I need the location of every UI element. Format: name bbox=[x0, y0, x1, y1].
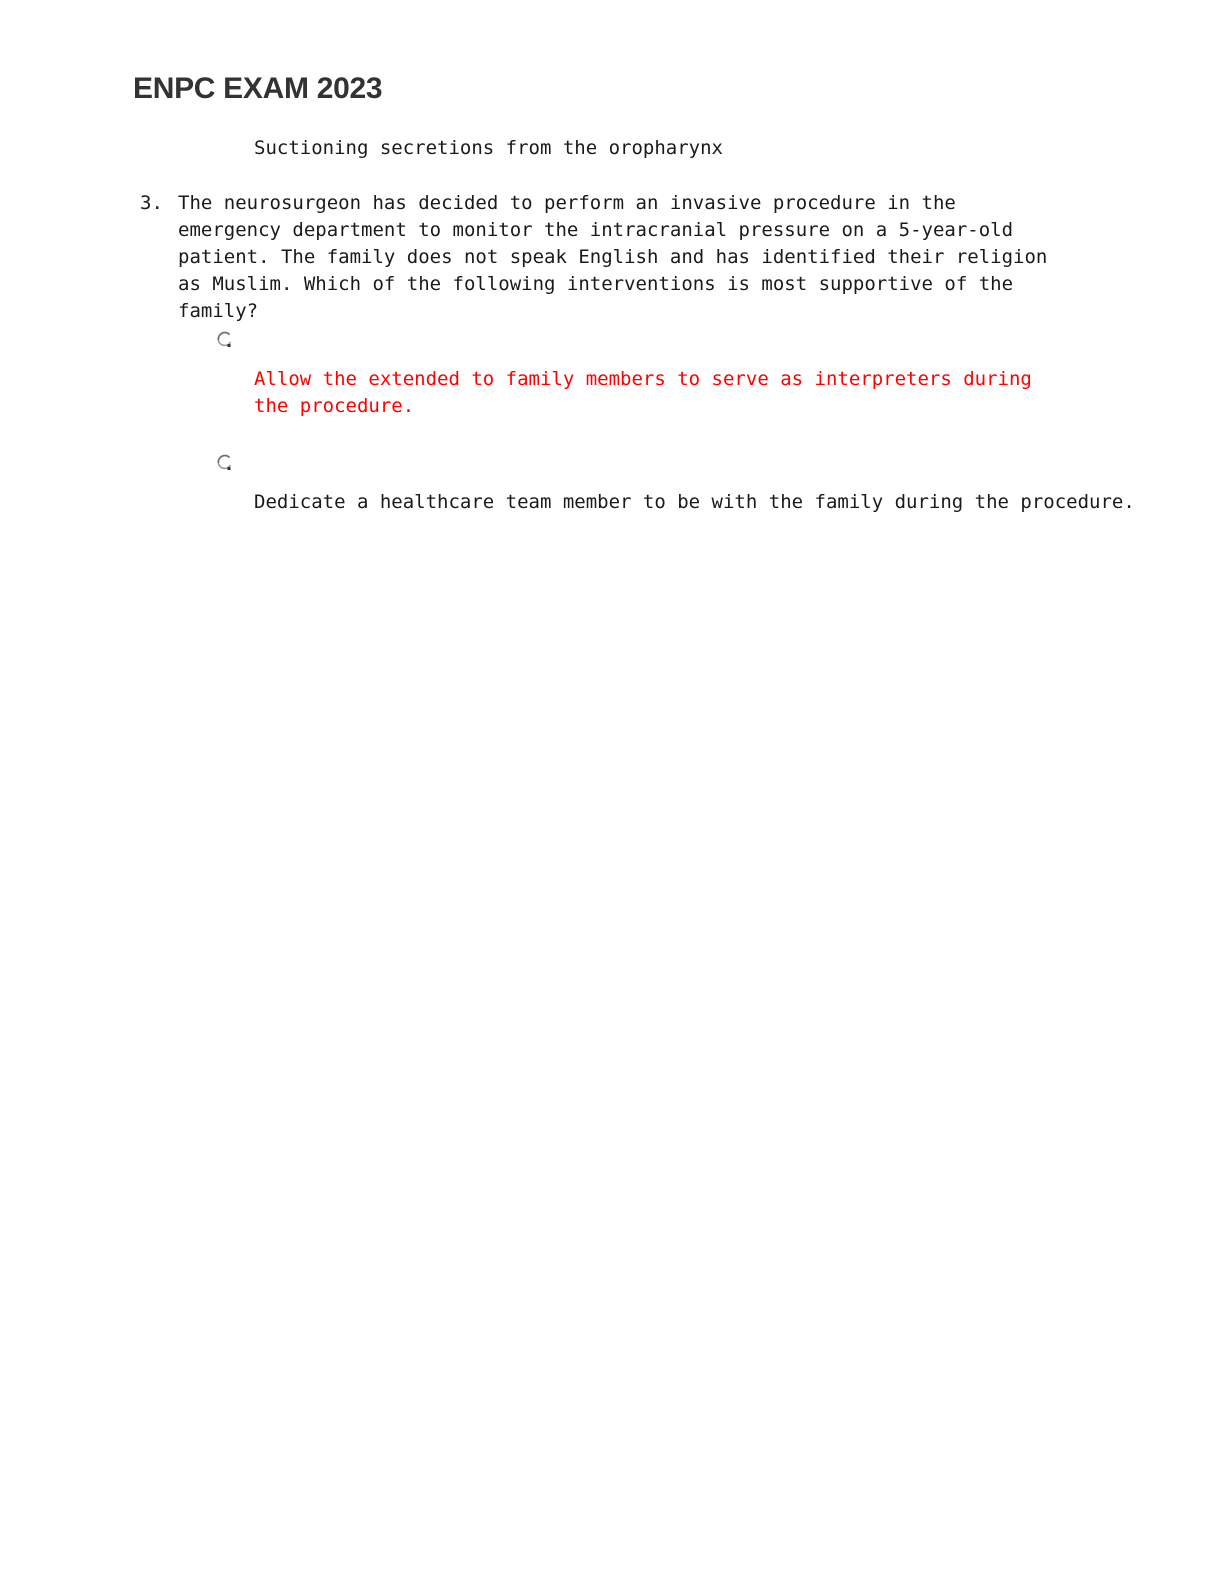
previous-option-text: Suctioning secretions from the oropharynx bbox=[254, 137, 723, 159]
radio-button-icon[interactable] bbox=[216, 330, 234, 350]
question-number: 3. bbox=[140, 192, 163, 214]
question-text: The neurosurgeon has decided to perform an invasive procedure in the emergency department to monitor the intracranial pressure on a 5-year-old patient. The family does not speak English and has identified their religion as Muslim. Which of the following interventions is most supportive of the family? bbox=[178, 192, 1048, 322]
answer-option-b-text: Dedicate a healthcare team member to be with the family during the procedure. bbox=[254, 491, 1135, 513]
page-title: ENPC EXAM 2023 bbox=[133, 72, 383, 105]
answer-option-a-text: Allow the extended to family members to serve as interpreters during the procedure. bbox=[254, 368, 1032, 417]
radio-button-icon[interactable] bbox=[216, 453, 234, 473]
